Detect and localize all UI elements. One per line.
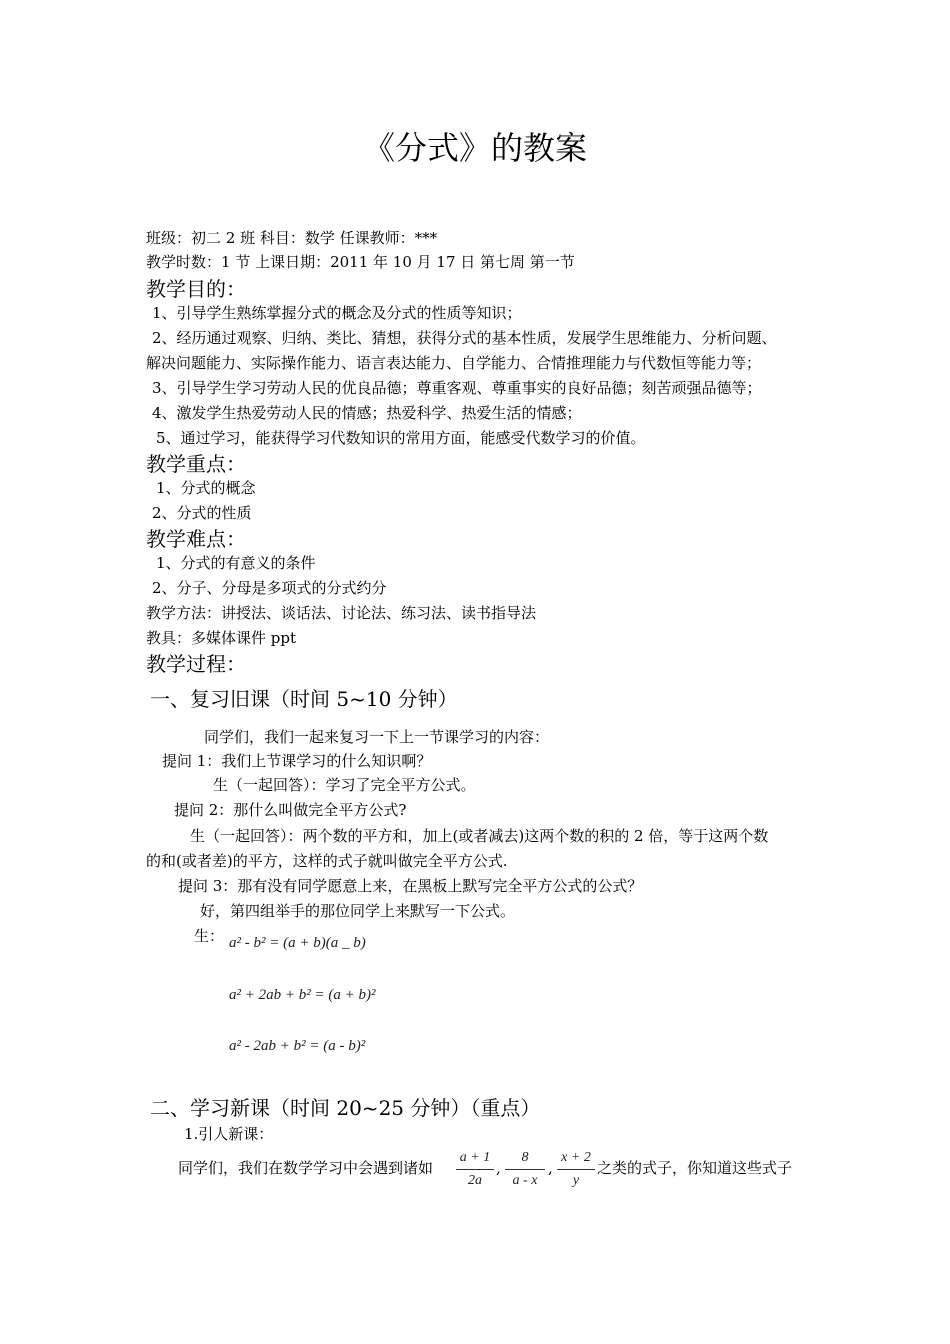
teaching-tools: 教具：多媒体课件 ppt <box>146 629 297 647</box>
fraction-3-numerator: x + 2 <box>561 1150 591 1165</box>
question-3: 提问 3：那有没有同学愿意上来，在黑板上默写完全平方公式的公式？ <box>178 877 643 895</box>
page-title: 《分式》的教案 <box>362 129 587 167</box>
fraction-2-numerator: 8 <box>521 1150 529 1165</box>
difficulties-heading: 教学难点： <box>146 527 246 551</box>
answer-1: 生（一起回答）：学习了完全平方公式。 <box>213 776 476 794</box>
answer-2a: 生（一起回答）：两个数的平方和，加上(或者减去)这两个数的积的 2 倍，等于这两个数 <box>190 827 769 845</box>
difficulty-2: 2、分子、分母是多项式的分式约分 <box>152 579 387 597</box>
fraction-separator-1: , <box>496 1159 501 1177</box>
class-info-line: 班级：初二 2 班 科目：数学 任课教师：*** <box>146 229 438 247</box>
intro-paragraph-start: 同学们，我们在数学学习中会遇到诸如 <box>178 1159 434 1177</box>
section-2-heading: 二、学习新课（时间 20~25 分钟）（重点） <box>150 1096 541 1120</box>
intro-paragraph-end: 之类的式子，你知道这些式子 <box>597 1159 793 1177</box>
goal-item-5: 5、通过学习，能获得学习代数知识的常用方面，能感受代数学习的价值。 <box>156 429 646 447</box>
goal-item-4: 4、激发学生热爱劳动人民的情感；热爱科学、热爱生活的情感； <box>152 404 582 422</box>
formula-difference-of-squares: a² - b² = (a + b)(a _ b) <box>229 935 366 951</box>
schedule-info-line: 教学时数：1 节 上课日期：2011 年 10 月 17 日 第七周 第一节 <box>146 253 575 271</box>
goal-item-1: 1、引导学生熟练掌握分式的概念及分式的性质等知识； <box>152 304 522 322</box>
goal-item-2a: 2、经历通过观察、归纳、类比、猜想，获得分式的基本性质，发展学生思维能力、分析问题、 <box>152 329 777 347</box>
key-point-2: 2、分式的性质 <box>152 504 252 522</box>
process-heading: 教学过程： <box>146 652 246 676</box>
fraction-3-denominator: y <box>572 1173 580 1188</box>
formula-square-of-difference: a² - 2ab + b² = (a - b)² <box>229 1038 366 1054</box>
fraction-2-bar <box>505 1169 545 1170</box>
formula-square-of-sum: a² + 2ab + b² = (a + b)² <box>229 987 376 1003</box>
teaching-methods: 教学方法：讲授法、谈话法、讨论法、练习法、读书指导法 <box>146 604 537 622</box>
fraction-1-bar <box>456 1169 494 1170</box>
goal-item-2b: 解决问题能力、实际操作能力、语言表达能力、自学能力、合情推理能力与代数恒等能力等； <box>146 354 762 372</box>
fraction-separator-2: , <box>548 1159 553 1177</box>
teacher-instruction: 好，第四组举手的那位同学上来默写一下公式。 <box>200 902 516 920</box>
key-points-heading: 教学重点： <box>146 452 246 476</box>
fraction-3-bar <box>557 1169 595 1170</box>
fraction-1-denominator: 2a <box>468 1173 482 1188</box>
fraction-2-denominator: a - x <box>512 1173 538 1188</box>
fraction-2 <box>505 1149 545 1190</box>
question-2: 提问 2：那什么叫做完全平方公式? <box>174 801 407 819</box>
section-1-heading: 一、复习旧课（时间 5~10 分钟） <box>150 687 458 711</box>
fraction-1 <box>456 1149 494 1190</box>
review-intro: 同学们，我们一起来复习一下上一节课学习的内容： <box>204 728 550 746</box>
fraction-1-numerator: a + 1 <box>459 1150 491 1165</box>
fraction-3 <box>557 1149 595 1190</box>
answer-2b: 的和(或者差)的平方，这样的式子就叫做完全平方公式. <box>146 852 508 870</box>
student-label: 生： <box>194 927 225 945</box>
goal-item-3: 3、引导学生学习劳动人民的优良品德；尊重客观、尊重事实的良好品德；刻苦顽强品德等； <box>152 379 762 397</box>
goals-heading: 教学目的： <box>146 277 246 301</box>
subsection-intro-heading: 1.引人新课： <box>184 1125 274 1143</box>
question-1: 提问 1：我们上节课学习的什么知识啊？ <box>162 752 432 770</box>
difficulty-1: 1、分式的有意义的条件 <box>156 554 316 572</box>
key-point-1: 1、分式的概念 <box>156 479 256 497</box>
